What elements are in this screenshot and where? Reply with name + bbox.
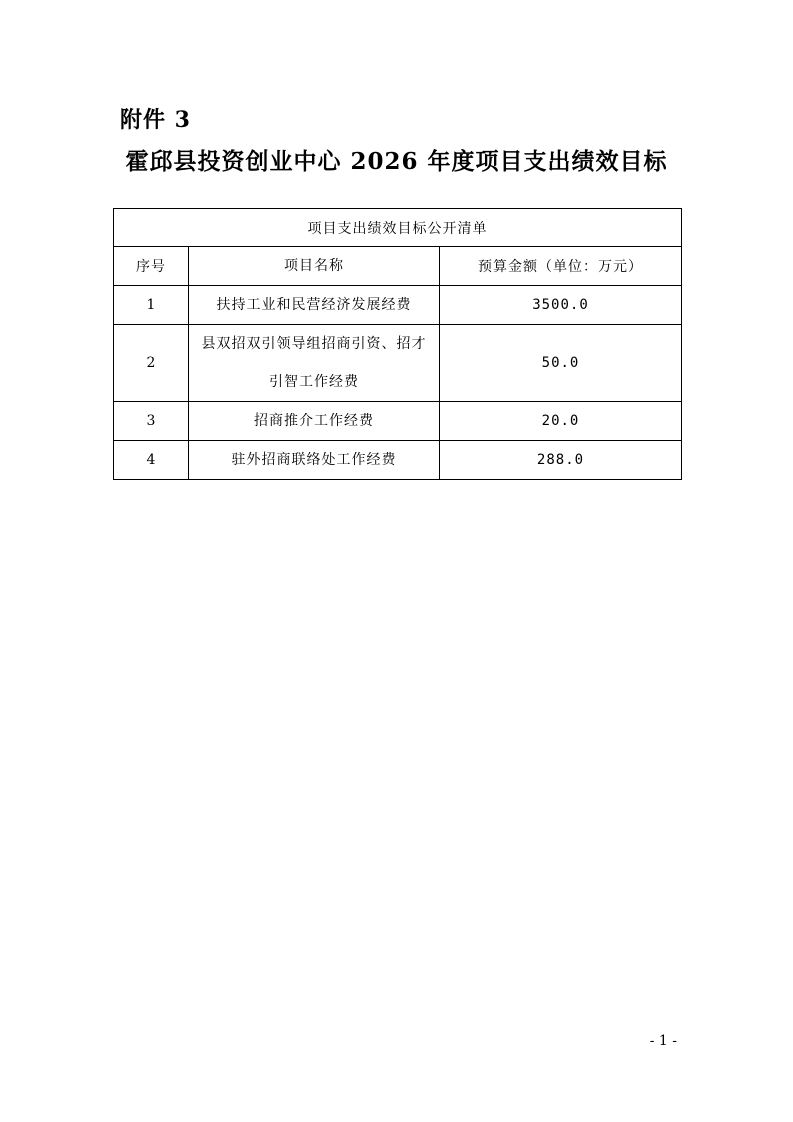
row-amount: 288.0 bbox=[440, 441, 682, 480]
table-caption-row bbox=[114, 209, 682, 247]
header-amount: 预算金额（单位：万元） bbox=[440, 247, 682, 286]
row-seq: 4 bbox=[114, 441, 189, 480]
table-row bbox=[114, 325, 682, 402]
attachment-label: 附件 3 bbox=[120, 107, 191, 133]
row-seq: 1 bbox=[114, 286, 189, 325]
row-amount: 50.0 bbox=[440, 325, 682, 402]
row-amount: 3500.0 bbox=[440, 286, 682, 325]
table-header-row bbox=[114, 247, 682, 286]
row-seq: 3 bbox=[114, 402, 189, 441]
row-name: 驻外招商联络处工作经费 bbox=[189, 441, 440, 480]
table-row bbox=[114, 286, 682, 325]
header-name: 项目名称 bbox=[189, 247, 440, 286]
table-row bbox=[114, 441, 682, 480]
page-number: - 1 - bbox=[649, 1033, 677, 1049]
row-name: 招商推介工作经费 bbox=[189, 402, 440, 441]
row-amount: 20.0 bbox=[440, 402, 682, 441]
table-row bbox=[114, 402, 682, 441]
header-seq: 序号 bbox=[114, 247, 189, 286]
row-name: 扶持工业和民营经济发展经费 bbox=[189, 286, 440, 325]
budget-table bbox=[113, 208, 682, 480]
row-name: 县双招双引领导组招商引资、招才引智工作经费 bbox=[189, 325, 440, 402]
document-title: 霍邱县投资创业中心 2026 年度项目支出绩效目标 bbox=[125, 148, 668, 175]
row-seq: 2 bbox=[114, 325, 189, 402]
table-caption: 项目支出绩效目标公开清单 bbox=[114, 209, 682, 247]
